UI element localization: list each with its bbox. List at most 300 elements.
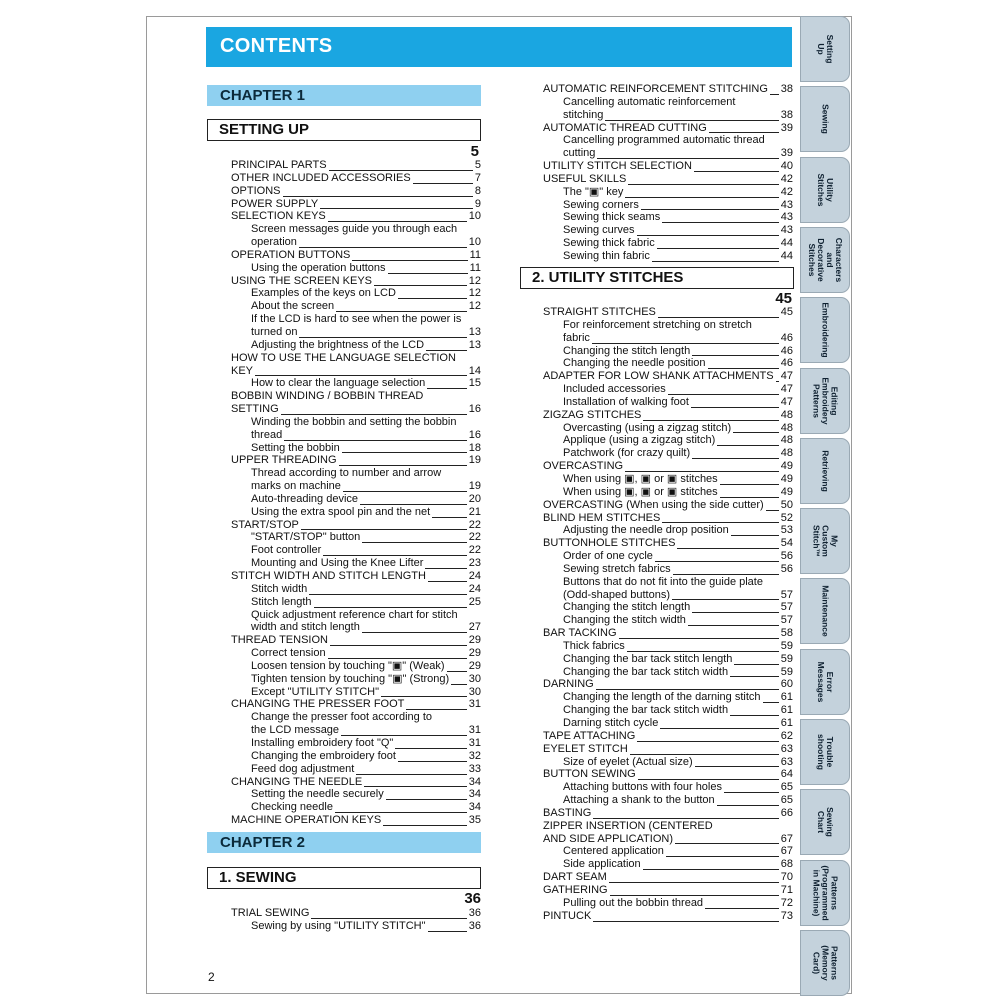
toc-entry xyxy=(543,486,793,499)
toc-leader-line xyxy=(364,786,467,787)
toc-leader-line xyxy=(451,684,467,685)
toc-leader-line xyxy=(339,465,467,466)
toc-entry xyxy=(543,237,793,250)
setting-up-title: SETTING UP xyxy=(219,121,310,138)
toc-entry xyxy=(543,794,793,807)
toc-leader-line xyxy=(730,715,779,716)
section-tab-label: Sewing Chart xyxy=(816,807,835,838)
toc-entry-page: 29 xyxy=(468,634,481,647)
setting-up-header xyxy=(207,119,481,141)
toc-entry-page: 34 xyxy=(468,775,481,788)
toc-entry-page: 52 xyxy=(780,511,793,524)
toc-entry-title: Adjusting the brightness of the LCD xyxy=(251,338,425,351)
section-tab-label: Characters and Decorative Stitches xyxy=(807,237,844,283)
sewing-title: 1. SEWING xyxy=(219,869,297,886)
toc-entry-page: 73 xyxy=(780,909,793,922)
toc-entry-title: PINTUCK xyxy=(543,909,592,922)
section-tab[interactable] xyxy=(800,438,850,504)
toc-entry-title: UTILITY STITCH SELECTION xyxy=(543,160,692,173)
toc-entry-page: 35 xyxy=(468,814,481,827)
toc-entry-page: 53 xyxy=(780,524,793,537)
toc-entry-title: STRAIGHT STITCHES xyxy=(543,306,656,318)
toc-entry-title: Cancelling automatic reinforcement xyxy=(563,95,736,108)
toc-leader-line xyxy=(281,414,467,415)
toc-entry-page: 47 xyxy=(780,395,793,408)
toc-leader-line xyxy=(688,625,779,626)
toc-entry-title: Buttons that do not fit into the guide plate xyxy=(563,575,763,588)
toc-entry-page: 12 xyxy=(468,274,481,287)
toc-leader-line xyxy=(694,171,779,172)
toc-entry-page: 29 xyxy=(468,659,481,672)
toc-entry-page: 19 xyxy=(468,480,481,493)
toc-leader-line xyxy=(637,235,779,236)
toc-entry-title: BUTTON SEWING xyxy=(543,768,636,781)
toc-entry-title: fabric xyxy=(563,331,590,344)
toc-entry xyxy=(231,750,481,763)
toc-entry xyxy=(543,499,793,512)
toc-entry-title: Size of eyelet (Actual size) xyxy=(563,755,693,768)
toc-leader-line xyxy=(658,317,779,318)
toc-entry xyxy=(231,416,481,429)
toc-entry xyxy=(543,627,793,640)
toc-entry-page: 5 xyxy=(474,159,481,171)
toc-entry xyxy=(543,768,793,781)
toc-entry-page: 30 xyxy=(468,685,481,698)
chapter-1-header xyxy=(207,85,481,106)
toc-entry-title: ADAPTER FOR LOW SHANK ATTACHMENTS xyxy=(543,370,774,383)
toc-entry-page: 61 xyxy=(780,691,793,704)
toc-entry-page: 60 xyxy=(780,678,793,691)
toc-leader-line xyxy=(299,337,467,338)
toc-entry-title: Thread according to number and arrow xyxy=(251,467,442,480)
toc-entry-page: 56 xyxy=(780,562,793,575)
toc-entry-page: 16 xyxy=(468,403,481,416)
section-tab[interactable] xyxy=(800,578,850,644)
toc-leader-line xyxy=(284,440,467,441)
toc-entry-page: 39 xyxy=(780,147,793,160)
toc-entry xyxy=(231,583,481,596)
toc-entry xyxy=(543,781,793,794)
toc-entry-title: Sewing thick seams xyxy=(563,211,661,224)
toc-entry-title: GATHERING xyxy=(543,883,608,896)
toc-entry-title: Included accessories xyxy=(563,383,666,396)
toc-leader-line xyxy=(720,484,779,485)
toc-entry xyxy=(231,275,481,288)
toc-entry-title: Changing the embroidery foot xyxy=(251,749,396,762)
section-tab[interactable] xyxy=(800,227,850,293)
toc-entry xyxy=(231,609,481,622)
toc-entry-title: marks on machine xyxy=(251,480,341,493)
toc-entry xyxy=(231,493,481,506)
toc-entry-title: DARNING xyxy=(543,678,594,691)
toc-entry-title: Feed dog adjustment xyxy=(251,762,355,775)
toc-entry xyxy=(543,319,793,332)
toc-entry xyxy=(231,763,481,776)
toc-entry-page: 46 xyxy=(780,331,793,344)
toc-entry xyxy=(543,224,793,237)
toc-entry xyxy=(543,717,793,730)
toc-entry-page: 19 xyxy=(468,454,481,467)
toc-entry-title: Installation of walking foot xyxy=(563,395,689,408)
toc-leader-line xyxy=(328,221,467,222)
toc-entry xyxy=(231,531,481,544)
toc-entry xyxy=(543,756,793,769)
toc-entry-page: 46 xyxy=(780,357,793,370)
toc-leader-line xyxy=(352,260,468,261)
toc-entry-title: Attaching a shank to the button xyxy=(563,794,715,807)
toc-entry xyxy=(543,537,793,550)
toc-entry-page: 59 xyxy=(780,639,793,652)
toc-entry-page: 38 xyxy=(780,108,793,121)
page-number: 2 xyxy=(208,970,215,984)
toc-entry-page: 47 xyxy=(780,383,793,396)
toc-entry-title: turned on xyxy=(251,325,298,338)
toc-entry-page: 49 xyxy=(780,485,793,498)
toc-sewing-cont xyxy=(543,83,793,263)
section-tab[interactable] xyxy=(800,930,850,996)
toc-entry-page: 13 xyxy=(468,338,481,351)
toc-entry-title: Except "UTILITY STITCH" xyxy=(251,685,380,698)
toc-entry xyxy=(231,262,481,275)
toc-entry xyxy=(231,737,481,750)
toc-entry-title: BAR TACKING xyxy=(543,627,617,640)
toc-entry xyxy=(231,711,481,724)
toc-leader-line xyxy=(652,261,779,262)
toc-entry-title: KEY xyxy=(231,364,254,377)
toc-entry-title: "START/STOP" button xyxy=(251,531,361,544)
toc-entry-title: SETTING xyxy=(231,403,279,416)
section-tab-label: Embroidering xyxy=(820,302,831,358)
toc-entry-page: 72 xyxy=(780,896,793,909)
toc-entry xyxy=(231,326,481,339)
toc-leader-line xyxy=(763,702,779,703)
toc-entry-title: Cancelling programmed automatic thread xyxy=(563,134,765,147)
toc-entry-title: OPERATION BUTTONS xyxy=(231,248,351,261)
toc-entry-page: 57 xyxy=(780,588,793,601)
section-tab[interactable] xyxy=(800,157,850,223)
toc-leader-line xyxy=(299,247,467,248)
toc-entry xyxy=(231,647,481,660)
toc-entry xyxy=(543,858,793,871)
toc-entry-page: 62 xyxy=(780,729,793,742)
toc-entry-page: 34 xyxy=(468,788,481,801)
toc-entry-title: USING THE SCREEN KEYS xyxy=(231,274,372,287)
toc-leader-line xyxy=(692,612,779,613)
toc-leader-line xyxy=(343,491,467,492)
section-tab[interactable] xyxy=(800,508,850,574)
section-tab-label: Error Messages xyxy=(816,661,835,703)
toc-leader-line xyxy=(398,761,467,762)
toc-entry xyxy=(231,698,481,711)
toc-leader-line xyxy=(643,420,779,421)
toc-entry-title: Change the presser foot according to xyxy=(251,711,433,724)
toc-entry-page: 16 xyxy=(468,428,481,441)
toc-leader-line xyxy=(386,799,467,800)
toc-entry-title: Changing the stitch length xyxy=(563,344,691,357)
toc-leader-line xyxy=(675,843,779,844)
toc-entry-page: 18 xyxy=(468,441,481,454)
toc-entry-title: If the LCD is hard to see when the power is xyxy=(251,313,462,326)
toc-entry xyxy=(543,730,793,743)
chapter-1-label: CHAPTER 1 xyxy=(220,87,306,104)
toc-leader-line xyxy=(638,779,779,780)
toc-utility xyxy=(543,306,793,923)
toc-entry-title: PRINCIPAL PARTS xyxy=(231,159,327,171)
toc-leader-line xyxy=(360,504,467,505)
toc-entry-page: 30 xyxy=(468,672,481,685)
toc-entry-page: 48 xyxy=(780,421,793,434)
contents-title: CONTENTS xyxy=(220,35,333,57)
toc-entry xyxy=(231,660,481,673)
section-tab-label: Maintenance xyxy=(820,585,831,638)
toc-entry xyxy=(231,223,481,236)
toc-entry xyxy=(543,473,793,486)
toc-entry xyxy=(231,788,481,801)
toc-entry xyxy=(231,313,481,326)
toc-entry-title: Changing the bar tack stitch length xyxy=(563,652,733,665)
toc-entry xyxy=(231,442,481,455)
toc-entry xyxy=(231,454,481,467)
section-tab[interactable] xyxy=(800,789,850,855)
toc-entry-title: UPPER THREADING xyxy=(231,454,337,467)
toc-entry-title: Mounting and Using the Knee Lifter xyxy=(251,557,424,570)
toc-entry-page: 31 xyxy=(468,698,481,711)
toc-entry xyxy=(543,409,793,422)
toc-entry-title: Changing the bar tack stitch width xyxy=(563,704,729,717)
section-tab[interactable] xyxy=(800,16,850,82)
toc-entry xyxy=(231,907,481,920)
toc-entry xyxy=(543,83,793,96)
toc-entry-page: 21 xyxy=(468,505,481,518)
toc-entry-page: 57 xyxy=(780,614,793,627)
toc-entry-title: BASTING xyxy=(543,806,592,819)
section-tab[interactable] xyxy=(800,860,850,926)
toc-leader-line xyxy=(329,170,473,171)
toc-leader-line xyxy=(731,535,779,536)
toc-entry xyxy=(543,96,793,109)
toc-entry-title: Sewing stretch fabrics xyxy=(563,562,671,575)
toc-entry-title: When using ▣, ▣ or ▣ stitches xyxy=(563,472,718,485)
toc-entry-page: 47 xyxy=(780,370,793,383)
toc-entry-page: 22 xyxy=(468,518,481,531)
toc-entry-title: OTHER INCLUDED ACCESSORIES xyxy=(231,171,411,184)
toc-leader-line xyxy=(625,197,779,198)
toc-entry xyxy=(543,678,793,691)
toc-entry-title: width and stitch length xyxy=(251,621,360,634)
toc-entry-title: Examples of the keys on LCD xyxy=(251,287,396,300)
toc-entry-page: 22 xyxy=(468,531,481,544)
toc-entry-page: 24 xyxy=(468,582,481,595)
toc-entry-page: 50 xyxy=(780,498,793,511)
toc-entry xyxy=(231,352,481,365)
sewing-page: 36 xyxy=(464,890,481,907)
toc-entry-title: When using ▣, ▣ or ▣ stitches xyxy=(563,485,718,498)
toc-entry xyxy=(543,250,793,263)
toc-entry xyxy=(543,691,793,704)
toc-entry-title: (Odd-shaped buttons) xyxy=(563,588,671,601)
toc-entry xyxy=(543,173,793,186)
toc-entry-title: For reinforcement stretching on stretch xyxy=(563,318,752,331)
toc-entry-title: thread xyxy=(251,428,283,441)
toc-leader-line xyxy=(677,548,779,549)
toc-leader-line xyxy=(398,298,467,299)
section-tab[interactable] xyxy=(800,719,850,785)
toc-entry-title: THREAD TENSION xyxy=(231,634,328,647)
toc-entry-page: 14 xyxy=(468,364,481,377)
section-tab-label: Retrieving xyxy=(820,450,831,492)
toc-entry xyxy=(231,185,481,198)
toc-entry xyxy=(231,686,481,699)
toc-entry-title: Overcasting (using a zigzag stitch) xyxy=(563,421,732,434)
toc-entry xyxy=(231,300,481,313)
toc-entry-page: 44 xyxy=(780,237,793,250)
toc-entry-page: 43 xyxy=(780,224,793,237)
toc-entry xyxy=(543,512,793,525)
toc-entry-title: Darning stitch cycle xyxy=(563,717,659,729)
toc-entry-title: BLIND HEM STITCHES xyxy=(543,511,661,524)
utility-page: 45 xyxy=(775,290,792,307)
toc-entry-page: 10 xyxy=(468,236,481,249)
toc-entry-page: 40 xyxy=(780,160,793,173)
toc-entry-title: stitching xyxy=(563,108,604,121)
section-tab-label: Patterns (Memory Card) xyxy=(811,945,840,981)
toc-entry xyxy=(543,345,793,358)
toc-leader-line xyxy=(766,510,779,511)
toc-entry-title: ZIGZAG STITCHES xyxy=(543,408,642,421)
toc-entry-page: 66 xyxy=(780,806,793,819)
toc-entry-title: Changing the stitch width xyxy=(563,614,686,627)
toc-entry xyxy=(543,884,793,897)
toc-entry xyxy=(543,807,793,820)
section-tab-label: Trouble shooting xyxy=(816,734,835,770)
toc-entry-page: 65 xyxy=(780,794,793,807)
toc-entry-title: MACHINE OPERATION KEYS xyxy=(231,814,382,827)
toc-entry xyxy=(543,666,793,679)
toc-entry-page: 12 xyxy=(468,287,481,300)
toc-entry xyxy=(231,339,481,352)
toc-leader-line xyxy=(447,671,467,672)
toc-entry-page: 42 xyxy=(780,185,793,198)
toc-entry xyxy=(543,576,793,589)
toc-leader-line xyxy=(692,458,779,459)
toc-entry-page: 39 xyxy=(780,121,793,134)
toc-entry-page: 67 xyxy=(780,832,793,845)
toc-entry-page: 42 xyxy=(780,172,793,185)
toc-entry xyxy=(543,383,793,396)
section-tab[interactable] xyxy=(800,86,850,152)
toc-entry xyxy=(543,422,793,435)
toc-leader-line xyxy=(336,311,467,312)
toc-entry xyxy=(231,390,481,403)
toc-leader-line xyxy=(425,568,467,569)
chapter-2-label: CHAPTER 2 xyxy=(220,834,306,851)
toc-entry-title: CHANGING THE NEEDLE xyxy=(231,775,363,788)
toc-entry-page: 65 xyxy=(780,781,793,794)
toc-entry-title: the LCD message xyxy=(251,724,340,737)
toc-leader-line xyxy=(625,471,779,472)
toc-leader-line xyxy=(320,208,473,209)
toc-entry xyxy=(543,897,793,910)
section-tab[interactable] xyxy=(800,297,850,363)
toc-entry xyxy=(231,776,481,789)
toc-entry-title: Centered application xyxy=(563,845,664,858)
toc-entry-page: 71 xyxy=(780,883,793,896)
toc-leader-line xyxy=(395,748,467,749)
toc-entry xyxy=(543,447,793,460)
toc-entry-title: Setting the bobbin xyxy=(251,441,340,454)
toc-leader-line xyxy=(406,709,467,710)
toc-leader-line xyxy=(733,432,779,433)
toc-entry xyxy=(543,186,793,199)
toc-entry xyxy=(543,332,793,345)
toc-entry-title: Changing the stitch length xyxy=(563,601,691,614)
toc-leader-line xyxy=(717,805,779,806)
toc-entry-title: Sewing by using "UTILITY STITCH" xyxy=(251,919,426,932)
toc-leader-line xyxy=(342,452,467,453)
toc-entry-title: AUTOMATIC REINFORCEMENT STITCHING xyxy=(543,83,768,95)
toc-leader-line xyxy=(388,273,468,274)
toc-entry-page: 11 xyxy=(469,248,481,261)
toc-entry xyxy=(543,589,793,602)
toc-entry-title: Stitch length xyxy=(251,595,312,608)
toc-leader-line xyxy=(597,158,779,159)
toc-entry-page: 31 xyxy=(468,736,481,749)
toc-entry-page: 63 xyxy=(780,742,793,755)
toc-leader-line xyxy=(708,368,779,369)
toc-leader-line xyxy=(335,812,467,813)
toc-entry-title: Changing the length of the darning stitch xyxy=(563,691,761,704)
toc-entry xyxy=(231,198,481,211)
toc-entry-page: 67 xyxy=(780,845,793,858)
toc-entry-title: Quick adjustment reference chart for stitch xyxy=(251,608,458,621)
toc-entry-page: 32 xyxy=(468,749,481,762)
toc-entry xyxy=(231,634,481,647)
toc-leader-line xyxy=(630,754,779,755)
toc-entry xyxy=(231,920,481,933)
toc-leader-line xyxy=(341,735,467,736)
toc-entry-title: ZIPPER INSERTION (CENTERED xyxy=(543,819,713,832)
toc-leader-line xyxy=(672,599,779,600)
toc-entry xyxy=(543,396,793,409)
toc-entry-title: About the screen xyxy=(251,300,335,313)
toc-entry-title: OVERCASTING (When using the side cutter) xyxy=(543,498,764,511)
toc-leader-line xyxy=(609,882,779,883)
toc-sewing xyxy=(231,907,481,933)
toc-entry-title: Sewing thin fabric xyxy=(563,249,650,262)
utility-header xyxy=(520,267,794,289)
toc-entry-page: 49 xyxy=(780,472,793,485)
toc-entry xyxy=(231,249,481,262)
toc-entry xyxy=(543,640,793,653)
chapter-2-header xyxy=(207,832,481,853)
toc-entry xyxy=(543,211,793,224)
toc-entry-page: 38 xyxy=(780,83,793,95)
toc-entry-title: Correct tension xyxy=(251,647,326,660)
toc-leader-line xyxy=(720,497,779,498)
section-tab[interactable] xyxy=(800,368,850,434)
toc-leader-line xyxy=(691,407,779,408)
section-tab[interactable] xyxy=(800,649,850,715)
toc-entry xyxy=(231,236,481,249)
toc-entry-title: HOW TO USE THE LANGUAGE SELECTION xyxy=(231,351,456,364)
toc-entry xyxy=(543,601,793,614)
toc-leader-line xyxy=(655,561,779,562)
toc-leader-line xyxy=(776,381,779,382)
toc-entry-page: 9 xyxy=(474,197,481,210)
toc-entry-title: USEFUL SKILLS xyxy=(543,172,627,185)
toc-entry-title: OVERCASTING xyxy=(543,460,624,473)
toc-leader-line xyxy=(428,931,467,932)
